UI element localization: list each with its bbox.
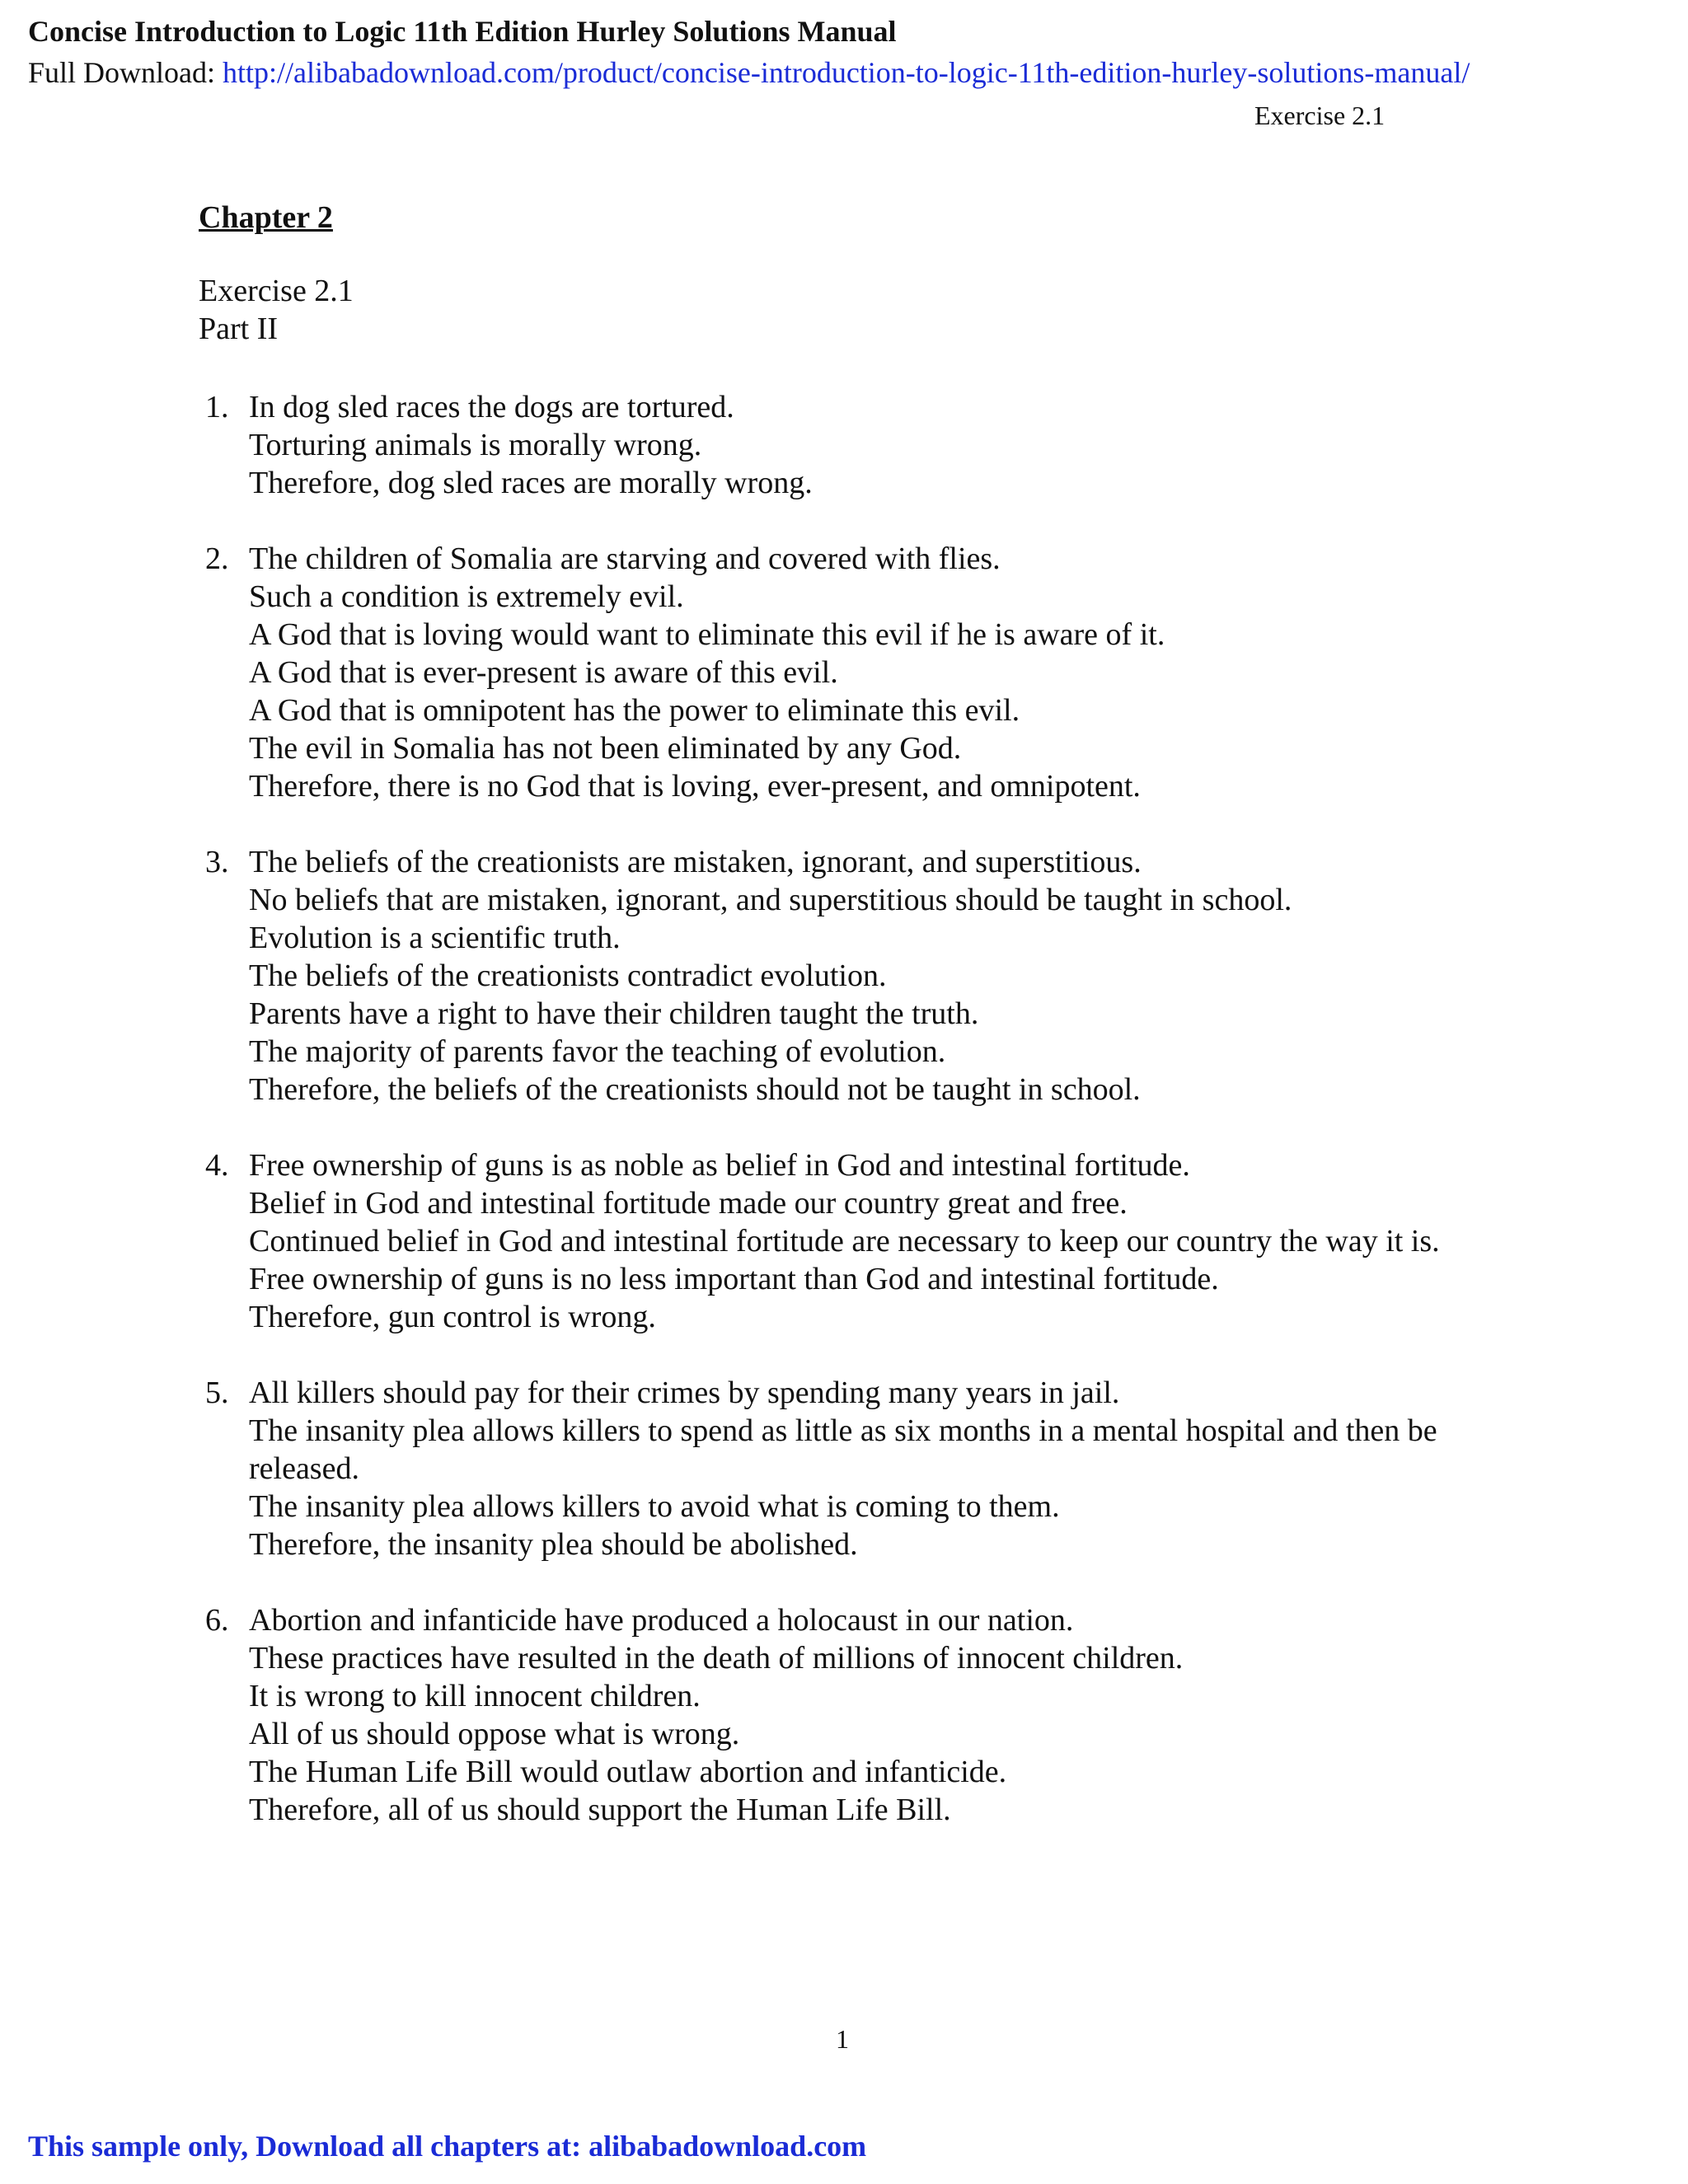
argument-line: Abortion and infanticide have produced a holocaust in our nation. [249, 1603, 1074, 1638]
argument-line: All of us should oppose what is wrong. [249, 1717, 740, 1751]
argument-line: Free ownership of guns is as noble as belief in God and intestinal fortitude. [249, 1148, 1190, 1183]
argument-item [199, 540, 1484, 805]
download-link[interactable]: http://alibabadownload.com/product/concise-introduction-to-logic-11th-edition-hurley-solutions-manual/ [223, 56, 1470, 89]
argument-number: 6. [205, 1603, 229, 1638]
argument-number: 4. [205, 1148, 229, 1183]
argument-item [199, 1374, 1484, 1563]
argument-line: Belief in God and intestinal fortitude made our country great and free. [249, 1186, 1128, 1221]
argument-item [199, 388, 1484, 502]
chapter-title: Chapter 2 [199, 200, 333, 235]
exercise-label: Exercise 2.1 [199, 274, 354, 308]
argument-line: Evolution is a scientific truth. [249, 921, 621, 955]
argument-line: Free ownership of guns is no less important than God and intestinal fortitude. [249, 1262, 1219, 1296]
document-title: Concise Introduction to Logic 11th Edition Hurley Solutions Manual [28, 15, 897, 48]
argument-line: Torturing animals is morally wrong. [249, 428, 702, 462]
argument-item [199, 1601, 1484, 1829]
running-header: Exercise 2.1 [1254, 101, 1386, 130]
download-line [28, 53, 1470, 92]
argument-line: The majority of parents favor the teaching of evolution. [249, 1034, 946, 1069]
argument-item [199, 843, 1484, 1108]
argument-line: The evil in Somalia has not been eliminated by any God. [249, 731, 962, 766]
argument-line: It is wrong to kill innocent children. [249, 1679, 701, 1713]
argument-line: All killers should pay for their crimes by spending many years in jail. [249, 1376, 1120, 1410]
argument-item [199, 1146, 1484, 1336]
argument-number: 1. [205, 390, 229, 424]
argument-line: Therefore, dog sled races are morally wrong. [249, 466, 813, 500]
argument-line: Therefore, the beliefs of the creationists should not be taught in school. [249, 1072, 1141, 1107]
argument-line: A God that is ever-present is aware of this evil. [249, 655, 838, 690]
argument-list [199, 388, 1484, 1867]
argument-line: The Human Life Bill would outlaw abortion and infanticide. [249, 1755, 1007, 1789]
argument-line: The beliefs of the creationists are mistaken, ignorant, and superstitious. [249, 845, 1142, 879]
argument-line: Therefore, there is no God that is loving, ever-present, and omnipotent. [249, 769, 1141, 804]
argument-number: 5. [205, 1376, 229, 1410]
sample-download-banner[interactable]: This sample only, Download all chapters at: alibabadownload.com [28, 2130, 867, 2163]
argument-line: No beliefs that are mistaken, ignorant, and superstitious should be taught in school. [249, 883, 1292, 917]
argument-number: 2. [205, 541, 229, 576]
argument-line: Therefore, gun control is wrong. [249, 1300, 656, 1334]
argument-line: The insanity plea allows killers to spend as little as six months in a mental hospital and then be released. [249, 1413, 1437, 1486]
argument-line: In dog sled races the dogs are tortured. [249, 390, 734, 424]
page-number: 1 [836, 2024, 849, 2054]
part-label: Part II [199, 312, 279, 346]
argument-line: The beliefs of the creationists contradict evolution. [249, 958, 887, 993]
argument-line: These practices have resulted in the death of millions of innocent children. [249, 1641, 1184, 1675]
argument-line: Continued belief in God and intestinal fortitude are necessary to keep our country the way it is. [249, 1224, 1440, 1258]
argument-line: The children of Somalia are starving and covered with flies. [249, 541, 1001, 576]
argument-line: A God that is loving would want to eliminate this evil if he is aware of it. [249, 617, 1165, 652]
argument-number: 3. [205, 845, 229, 879]
argument-line: Therefore, the insanity plea should be abolished. [249, 1527, 858, 1562]
argument-line: Parents have a right to have their children taught the truth. [249, 996, 979, 1031]
download-label: Full Download: [28, 56, 223, 89]
argument-line: Therefore, all of us should support the Human Life Bill. [249, 1793, 951, 1827]
argument-line: A God that is omnipotent has the power to eliminate this evil. [249, 693, 1020, 728]
argument-line: The insanity plea allows killers to avoid what is coming to them. [249, 1489, 1060, 1524]
exercise-heading [199, 272, 354, 348]
argument-line: Such a condition is extremely evil. [249, 579, 684, 614]
